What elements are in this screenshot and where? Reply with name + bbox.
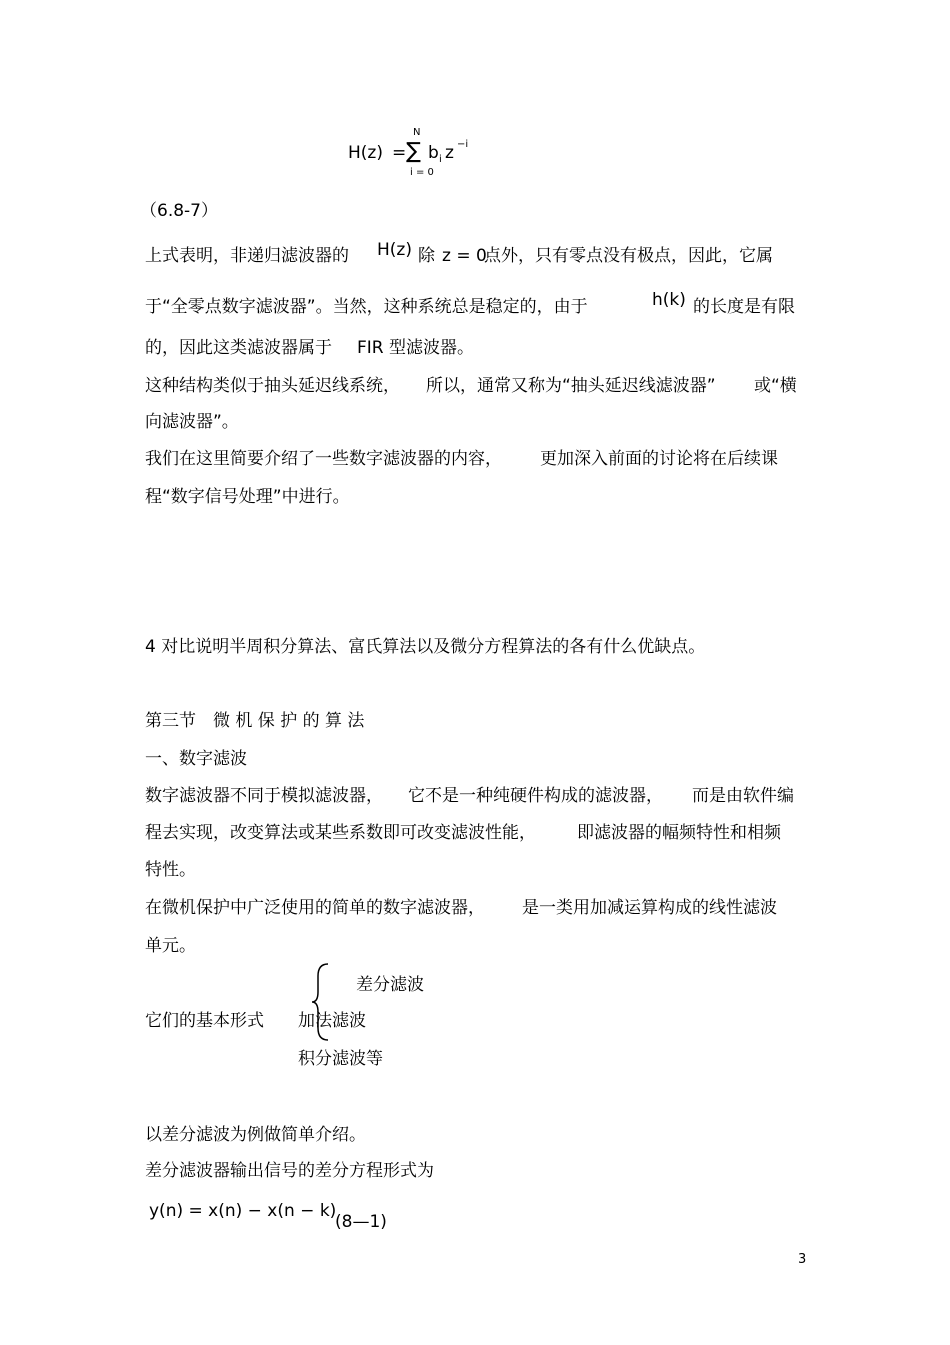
sum-symbol: ∑ [406, 139, 421, 164]
text-line: 于“全零点数字滤波器”。当然，这种系统总是稳定的，由于 [145, 297, 588, 317]
text-line: 在微机保护中广泛使用的简单的数字滤波器， [145, 898, 485, 918]
text-line: 而是由软件编 [692, 786, 794, 806]
text-line: 它不是一种纯硬件构成的滤波器， [408, 786, 663, 806]
text-line: 所以，通常又称为“抽头延迟线滤波器” [426, 376, 716, 396]
text-line: 我们在这里简要介绍了一些数字滤波器的内容， [145, 449, 502, 469]
forms-item-difference: 差分滤波 [356, 975, 424, 995]
formula-z-sup: −i [457, 139, 469, 150]
inline-formula-z0: z = 0 [442, 246, 487, 266]
formula-coef: b [428, 143, 439, 163]
text-line: 的长度是有限 [693, 297, 795, 317]
text-line: 上式表明，非递归滤波器的 [145, 246, 349, 266]
difference-equation: y(n) = x(n) − x(n − k) [149, 1201, 337, 1221]
text-line: 即滤波器的幅频特性和相频 [577, 823, 781, 843]
sum-upper-limit: N [413, 127, 421, 138]
formula-lhs: H(z) [348, 143, 383, 163]
inline-formula-hk: h(k) [652, 290, 686, 310]
sum-lower-limit: i = 0 [410, 167, 434, 178]
formula-equals: = [392, 143, 407, 163]
text-line: FIR 型滤波器。 [357, 338, 475, 358]
text-line: 更加深入前面的讨论将在后续课 [540, 449, 778, 469]
text-line: 向滤波器”。 [145, 412, 239, 432]
subsection-title: 一、数字滤波 [145, 749, 247, 769]
text-line: 的，因此这类滤波器属于 [145, 338, 332, 358]
text-line: 程“数字信号处理”中进行。 [145, 487, 350, 507]
text-line: 除 [418, 246, 435, 266]
forms-item-addition: 加法滤波 [298, 1011, 366, 1031]
text-line: 数字滤波器不同于模拟滤波器， [145, 786, 383, 806]
formula-coef-sub: i [439, 154, 442, 165]
equation-number-8-1: (8—1) [335, 1212, 387, 1232]
text-line: 点外，只有零点没有极点，因此，它属 [484, 246, 773, 266]
question-text: 4 对比说明半周积分算法、富氏算法以及微分方程算法的各有什么优缺点。 [145, 637, 706, 657]
text-line: 程去实现，改变算法或某些系数即可改变滤波性能， [145, 823, 536, 843]
text-line: 单元。 [145, 936, 196, 956]
forms-item-integral: 积分滤波等 [298, 1049, 383, 1069]
text-line-diff-eq: 差分滤波器输出信号的差分方程形式为 [145, 1161, 434, 1181]
inline-formula-hz: H(z) [377, 240, 412, 260]
section-title: 第三节 微 机 保 护 的 算 法 [145, 711, 365, 731]
text-line: 或“横 [754, 376, 797, 396]
forms-label: 它们的基本形式 [145, 1011, 264, 1031]
text-line-intro: 以差分滤波为例做简单介绍。 [145, 1125, 366, 1145]
text-line: 特性。 [145, 860, 196, 880]
text-line: 是一类用加减运算构成的线性滤波 [522, 898, 777, 918]
formula-z: z [445, 143, 454, 163]
equation-number: （6.8-7） [140, 201, 218, 221]
text-line: 这种结构类似于抽头延迟线系统， [145, 376, 400, 396]
page-number: 3 [798, 1252, 807, 1267]
